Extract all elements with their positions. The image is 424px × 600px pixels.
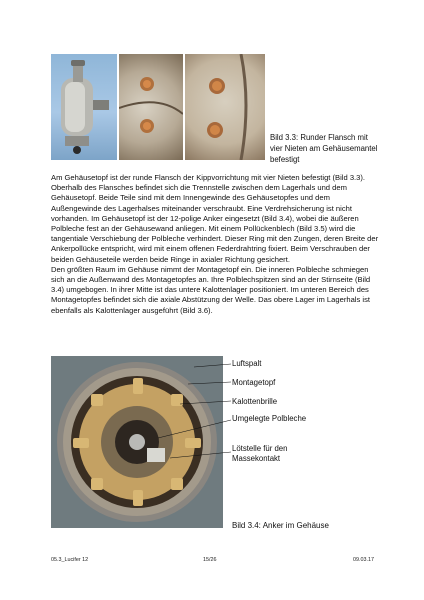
paragraph-2: Den größten Raum im Gehäuse nimmt der Montagetopf ein. Die inneren Polbleche schmiegen sich an die Außenwand des Montagetopfes an. Ihre Polblechspitzen sind an der Stirnseite (Bild 3.4) umgebogen. In ihrer Mitte ist das untere Kalottenlager positioniert. Im unteren Bereich des Montagetopfes befindet sich die axiale Abstützung der Welle. Das obere Lager im Lagerhals ist ebenfalls als Kalottenlager ausgeführt (Bild 3.6). xyxy=(51,264,371,315)
callout-umgelegte-polbleche: Umgelegte Polbleche xyxy=(232,414,307,423)
figure-caption-3-3: Bild 3.3: Runder Flansch mit vier Nieten am Gehäusemantel befestigt xyxy=(270,133,378,164)
callout-kalottenbrille: Kalottenbrille xyxy=(232,397,278,406)
footer-date: 09.03.17 xyxy=(353,557,374,563)
figure-caption-3-4: Bild 3.4: Anker im Gehäuse xyxy=(232,521,329,530)
footer-page-number: 15/26 xyxy=(203,557,217,563)
paragraph-1: Am Gehäusetopf ist der runde Flansch der Kippvorrichtung mit vier Nieten befestigt (Bild 3.3). Oberhalb des Flansches befindet sich die Trennstelle zwischen dem Lagerhals und dem Gehäusetopf. Beide Teile sind mit dem Innengewinde des Gehäusetopfes und dem Außengewinde des Lagerhalses miteinander verschraubt. Eine Verdrehsicherung ist nicht vorhanden. Im Gehäusetopf ist der 12-polige Anker eingesetzt (Bild 3.4), wobei die äußeren Polbleche fest an der Gehäusewand anliegen. Mit einem Pollückenblech (Bild 3.5) wird die tangentiale Verschiebung der Polbleche verhindert. Dieser Ring mit den Zungen, deren Breite der Ankerpollücke entspricht, wird mit einem offenen Federdrahtring fixiert. Beim Verschrauben der beiden Gehäuseteile werden beide Ringe in axialer Richtung gesichert. xyxy=(51,173,379,264)
callout-luftspalt: Luftspalt xyxy=(232,359,262,368)
callout-loetstelle: Lötstelle für den Massekontakt xyxy=(232,444,288,463)
callout-montagetopf: Montagetopf xyxy=(232,378,276,387)
footer-document-name: 05.3_Lucifer 12 xyxy=(51,557,89,563)
